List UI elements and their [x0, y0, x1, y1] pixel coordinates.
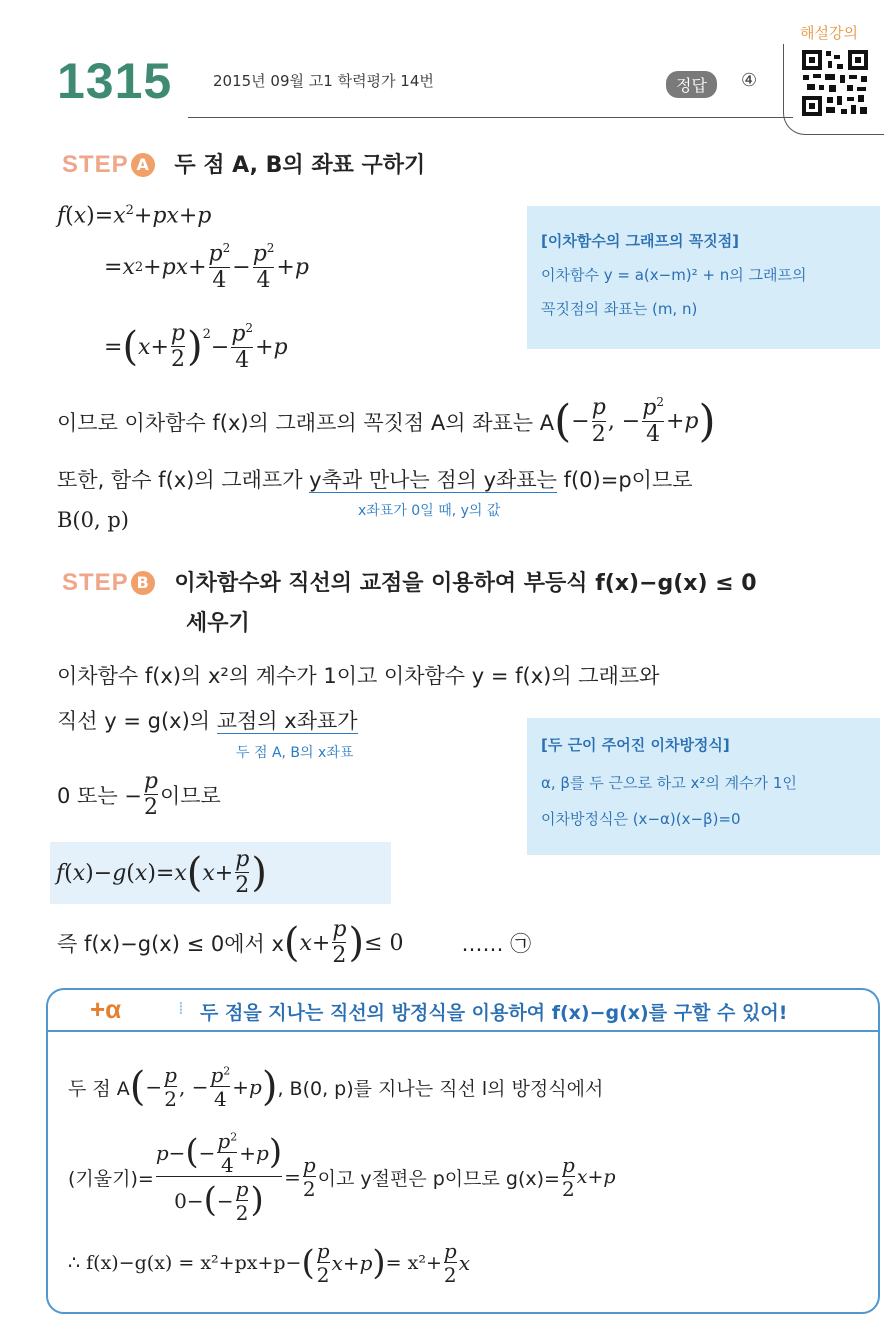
step-a-title: 두 점 A, B의 좌표 구하기: [174, 153, 426, 178]
tip-box-roots: [527, 718, 880, 855]
stepb-line-1: 이차함수 f(x)의 x²의 계수가 1이고 이차함수 y = f(x)의 그래프와: [57, 664, 660, 688]
step-a-letter: A: [131, 153, 155, 177]
vertex-sentence: 이므로 이차함수 f(x)의 그래프의 꼭짓점 A의 좌표는 A ( − $\frac{p}{2}$ , − $\frac{p^2}{4}$ + p ): [57, 395, 716, 447]
derivation-line-3: = ( x + $\frac{p}{2}$ ) $^2$ − $\frac{p^2}{4}$ + p: [104, 321, 288, 373]
answer-value: ④: [741, 70, 758, 91]
highlighted-equation: f ( x )− g ( x )= x ( x + $\frac{p}{2}$ ): [50, 842, 391, 904]
tip-roots-title: [두 근이 주어진 이차방정식]: [541, 736, 730, 754]
tip-vertex-line1: 이차함수 y = a(x−m)² + n의 그래프의: [541, 266, 807, 284]
inequality-prefix: 즉 f(x)−g(x) ≤ 0에서 x: [57, 932, 284, 957]
alpha-line1-suffix: , B(0, p)를 지나는 직선 l의 방정식에서: [277, 1077, 604, 1100]
tip-vertex-title: [이차함수의 그래프의 꼭짓점]: [541, 232, 740, 250]
alpha-line-3: ∴ f(x)−g(x) = x²+px+p− ( $\frac{p}{2}$ x + p ) = x²+ $\frac{p}{2}$ x: [68, 1239, 470, 1287]
derivation-line-1: $f(x)=x^2+px+p$: [57, 203, 212, 229]
step-b-heading: [62, 566, 757, 597]
step-a-heading: [62, 148, 425, 179]
tip-box-vertex: [527, 206, 880, 349]
inequality-line: 즉 f(x)−g(x) ≤ 0에서 x ( x + $\frac{p}{2}$ ) ≤ 0 …… ㉠: [57, 917, 532, 969]
also-prefix: 또한, 함수 f(x)의 그래프가: [57, 468, 310, 492]
point-b: B(0, p): [57, 508, 129, 532]
qr-code-icon[interactable]: [799, 47, 871, 119]
problem-source: 2015년 09월 고1 학력평가 14번: [213, 72, 434, 90]
inequality-mark: …… ㉠: [461, 932, 532, 957]
stepb-line2-prefix: 직선 y = g(x)의: [57, 709, 217, 733]
step-b-word: STEP: [62, 569, 129, 596]
alpha-box-title: 두 점을 지나는 직선의 방정식을 이용하여 f(x)−g(x)를 구할 수 있어!: [200, 1002, 788, 1024]
tip-roots-line2: 이차방정식은 (x−α)(x−β)=0: [541, 810, 741, 828]
lecture-label: 해설강의: [800, 24, 858, 42]
annotation-intersection: 두 점 A, B의 x좌표: [236, 745, 354, 761]
alpha-badge: +α: [90, 994, 122, 1024]
tip-vertex-line2: 꼭짓점의 좌표는 (m, n): [541, 300, 698, 318]
stepb-line3-suffix: 이므로: [159, 784, 221, 809]
header-rule: [188, 117, 793, 118]
alpha-line1-prefix: 두 점 A: [68, 1077, 130, 1100]
alpha-divider-icon: ⁞: [178, 998, 184, 1019]
stepb-line3-prefix: 0 또는 −: [57, 784, 142, 809]
y-intercept-sentence: [57, 464, 693, 494]
therefore-end: = x²+: [385, 1252, 442, 1274]
vertex-sentence-text: 이므로 이차함수 f(x)의 그래프의 꼭짓점 A의 좌표는 A: [57, 410, 555, 435]
alpha-line-1: 두 점 A ( − $\frac{p}{2}$ , − $\frac{p^2}{4}$ + p ) , B(0, p)를 지나는 직선 l의 방정식에서: [68, 1063, 604, 1111]
slope-label: (기울기)=: [68, 1167, 154, 1190]
alpha-line-2: (기울기)= p − ( − $\frac{p^2}{4}$ + p ) 0− ( − $\frac{p}{2}$ ) = $\frac{p}{2}$ 이고 y절편은 p이므로 g(x)= $\frac{p}{2}$ x+p: [68, 1129, 616, 1225]
answer-badge: 정답: [666, 71, 717, 98]
step-a-word: STEP: [62, 151, 129, 178]
step-b-title-line1: 이차함수와 직선의 교점을 이용하여 부등식 f(x)−g(x) ≤ 0: [174, 571, 757, 596]
slope-end: x+p: [576, 1166, 616, 1188]
alpha-box-header: [46, 988, 880, 1032]
derivation-line-2: = x 2 + px + $\frac{p^2}{4}$ − $\frac{p^2}{4}$ + p: [104, 241, 309, 293]
also-underlined: y축과 만나는 점의 y좌표는: [309, 468, 557, 492]
slope-mid: 이고 y절편은 p이므로 g(x)=: [317, 1167, 560, 1190]
stepb-line-3: 0 또는 − $\frac{p}{2}$ 이므로: [57, 769, 221, 821]
stepb-line-2: [57, 705, 358, 735]
problem-number: 1315: [57, 53, 173, 109]
alpha-box-body: [46, 1030, 880, 1314]
therefore-text: ∴ f(x)−g(x) = x²+px+p−: [68, 1252, 302, 1274]
tip-roots-line1: α, β를 두 근으로 하고 x²의 계수가 1인: [541, 774, 797, 792]
step-b-letter: B: [131, 571, 155, 595]
stepb-line2-underlined: 교점의 x좌표가: [216, 709, 358, 733]
annotation-x-zero: x좌표가 0일 때, y의 값: [358, 503, 501, 519]
step-b-title-line2: 세우기: [186, 611, 250, 636]
also-suffix: f(0)=p이므로: [556, 468, 693, 492]
